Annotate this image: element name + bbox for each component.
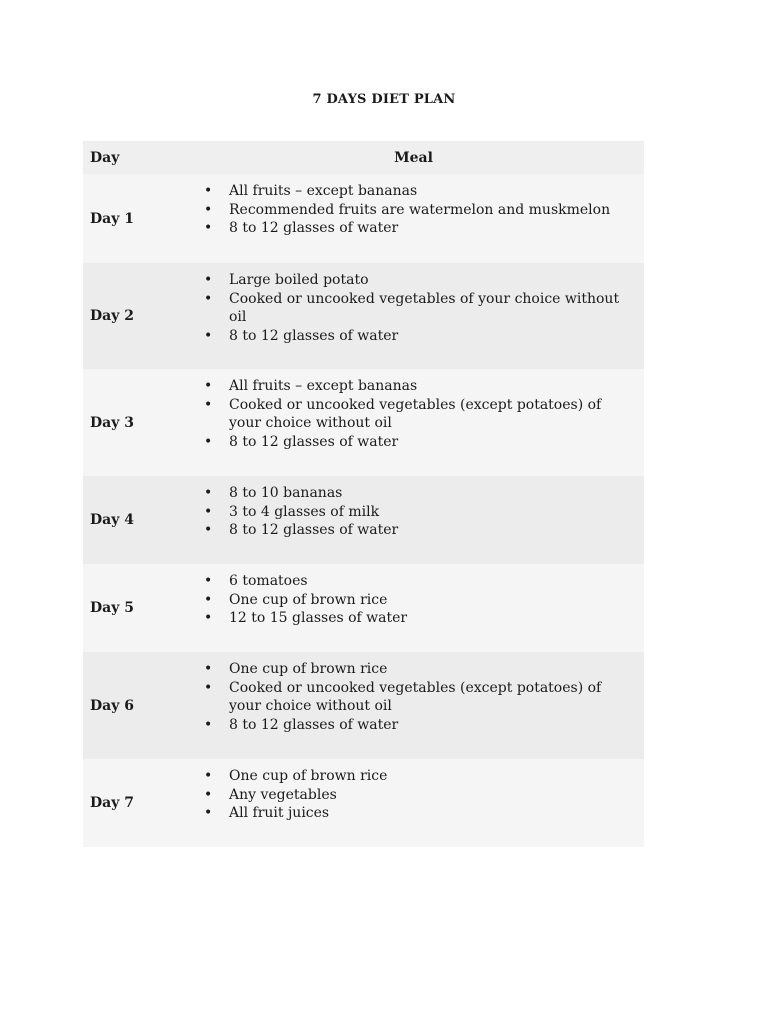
meal-item: • All fruits – except bananas: [204, 377, 637, 396]
table-row: [83, 564, 644, 652]
meal-item: • All fruit juices: [204, 804, 637, 823]
meal-list: [204, 377, 637, 451]
meal-item: • 8 to 12 glasses of water: [204, 433, 637, 452]
meal-item: • 3 to 4 glasses of milk: [204, 503, 637, 522]
table-row: [83, 652, 644, 759]
meal-item: • 8 to 10 bananas: [204, 484, 637, 503]
meal-item: • Cooked or uncooked vegetables of your choice without oil: [204, 290, 637, 327]
meal-item: • Cooked or uncooked vegetables (except potatoes) of your choice without oil: [204, 396, 637, 433]
day-label: Day 2: [83, 263, 183, 369]
table-row: [83, 263, 644, 369]
day-label: Day 6: [83, 652, 183, 759]
meal-item: • 8 to 12 glasses of water: [204, 521, 637, 540]
day-label: Day 3: [83, 369, 183, 476]
meal-item: • Recommended fruits are watermelon and muskmelon: [204, 201, 637, 220]
diet-plan-table: [83, 141, 644, 847]
table-header-row: [83, 141, 644, 174]
meal-list: [204, 660, 637, 734]
meal-list: [204, 484, 637, 540]
day-label: Day 5: [83, 564, 183, 652]
meal-cell: [183, 564, 644, 652]
day-label: Day 7: [83, 759, 183, 847]
header-meal: Meal: [183, 141, 644, 174]
page-title: 7 DAYS DIET PLAN: [312, 92, 456, 107]
meal-list: [204, 182, 637, 238]
meal-item: • 6 tomatoes: [204, 572, 637, 591]
meal-cell: [183, 174, 644, 263]
meal-list: [204, 767, 637, 823]
meal-item: • 8 to 12 glasses of water: [204, 716, 637, 735]
table-row: [83, 476, 644, 564]
header-day: Day: [83, 141, 183, 174]
meal-item: • One cup of brown rice: [204, 767, 637, 786]
table-row: [83, 369, 644, 476]
meal-cell: [183, 263, 644, 369]
meal-item: • All fruits – except bananas: [204, 182, 637, 201]
meal-cell: [183, 369, 644, 476]
meal-list: [204, 572, 637, 628]
meal-cell: [183, 476, 644, 564]
meal-item: • One cup of brown rice: [204, 591, 637, 610]
day-label: Day 1: [83, 174, 183, 263]
meal-item: • 8 to 12 glasses of water: [204, 219, 637, 238]
meal-item: • 12 to 15 glasses of water: [204, 609, 637, 628]
meal-cell: [183, 652, 644, 759]
table-row: [83, 759, 644, 847]
table-row: [83, 174, 644, 263]
meal-item: • One cup of brown rice: [204, 660, 637, 679]
day-label: Day 4: [83, 476, 183, 564]
meal-cell: [183, 759, 644, 847]
meal-item: • 8 to 12 glasses of water: [204, 327, 637, 346]
meal-list: [204, 271, 637, 345]
meal-item: • Cooked or uncooked vegetables (except potatoes) of your choice without oil: [204, 679, 637, 716]
meal-item: • Any vegetables: [204, 786, 637, 805]
meal-item: • Large boiled potato: [204, 271, 637, 290]
